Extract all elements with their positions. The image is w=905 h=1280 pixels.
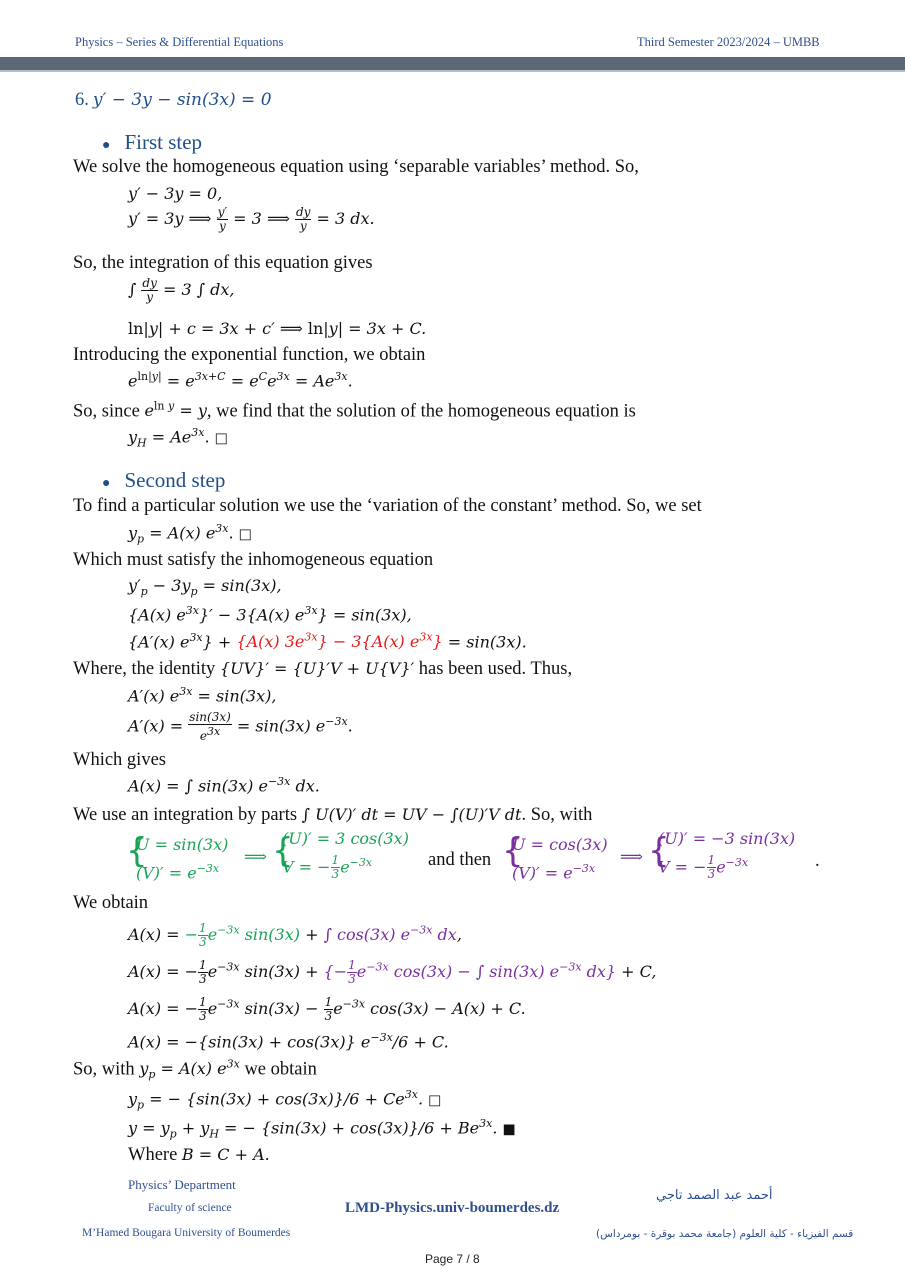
a-prime-eq-1: A′(x) $e^{3x} = \sin(3x)$, [128, 685, 277, 706]
second-step-heading [102, 468, 225, 493]
integration-text: So, the integration of this equation gives [73, 253, 373, 273]
gives-text: Which gives [73, 750, 166, 770]
homog-eq: y′ − 3y = 0, [128, 184, 223, 203]
ansatz-eq: $y_p = A(x)$ $e^{3x}$. □ [128, 522, 252, 546]
parts-line: We use an integration by parts ∫ U(V)′ dt = UV − ∫(U)′V dt. So, with [73, 805, 593, 825]
so-with-prefix: So, with [73, 1059, 135, 1080]
first-step-intro: We solve the homogeneous equation using ‘separable variables’ method. So, [73, 157, 639, 177]
problem-heading [75, 90, 272, 111]
header-right: Third Semester 2023/2024 – UMBB [637, 35, 820, 49]
footer-university: M’Hamed Bougara University of Boumerdes [82, 1227, 291, 1239]
inhomog-eq-2: {A(x) $e^{3x}\}' - 3\{A(x) e^{3x}\} = \sin(3x)$, [128, 604, 412, 625]
inhomog-eq-1: $y'_p - 3y_p = \sin(3x)$, [128, 576, 282, 599]
first-step-heading [102, 130, 202, 155]
satisfy-text: Which must satisfy the inhomogeneous equation [73, 550, 434, 570]
identity-suffix: has been used. Thus, [418, 659, 573, 679]
footer-website[interactable]: LMD-Physics.univ-boumerdes.dz [345, 1200, 560, 1216]
since-suffix: , we find that the solution of the homogeneous equation is [206, 401, 636, 422]
inhomog-eq-3: {A′(x) $e^{3x}\} + \{A(x) 3e^{3x}\} - 3\{A(x) e^{3x}\} = \sin(3x)$. [128, 631, 527, 652]
exp-text: Introducing the exponential function, we obtain [73, 345, 426, 365]
parts-suffix: . So, with [521, 805, 593, 825]
problem-number: 6. [75, 90, 89, 110]
exp-eq: $e^{ln|y|} = e^{3x+C} = e^Ce^{3x} = Ae^{3x}$. [128, 370, 353, 391]
footer-faculty: Faculty of science [148, 1202, 232, 1214]
integral-eq: ∫ $\frac{dy}{y}$ = 3 ∫ dx, [128, 276, 235, 304]
since-line: So, since $e^{ln y} = y$, we find that the solution of the homogeneous equation is [73, 400, 636, 422]
identity-line: Where, the identity {UV}′ = {U}′V + U{V}′ has been used. Thus, [73, 659, 573, 679]
second-step-title: Second step [124, 468, 226, 492]
footer-arabic-name: أحمد عبد الصمد تاجي [656, 1188, 773, 1203]
a-eq-3: A(x) = − $\frac{1}{3}$ $e^{-3x}$ sin(3x) − $\frac{1}{3}$ $e^{-3x}$ cos(3x) − A(x) + C. [128, 995, 526, 1023]
parts-prefix: We use an integration by parts [73, 805, 298, 825]
end-box-icon: □ [214, 430, 228, 447]
qed-icon: ■ [502, 1121, 516, 1138]
footer-arabic-affiliation: قسم الفيزياء - كلية العلوم (جامعة محمد بوقرة - بومرداس) [596, 1228, 854, 1240]
obtain-text: We obtain [73, 893, 149, 913]
period-mark: . [815, 851, 820, 871]
page-number: Page 7 / 8 [425, 1252, 480, 1266]
so-with-line: So, with $y_p = A(x)$ $e^{3x}$ we obtain [73, 1058, 317, 1082]
where-line: Where B = C + A. [128, 1145, 270, 1165]
separation-eq: y′ = 3y ⟹ $\frac{y'}{y}$ = 3 ⟹ $\frac{dy}{y}$ = 3 dx. [128, 205, 375, 233]
second-step-intro: To find a particular solution we use the ‘variation of the constant’ method. So, we set [73, 496, 702, 516]
problem-equation: y′ − 3y − sin(3x) = 0 [92, 90, 272, 110]
a-integral-eq: A(x) = ∫ sin(3x) $e^{-3x}$ dx. [128, 775, 320, 796]
where-prefix: Where [128, 1145, 178, 1165]
identity-prefix: Where, the identity [73, 659, 216, 679]
end-box-icon: □ [428, 1092, 442, 1109]
a-eq-1: A(x) = − $\frac{1}{3}$ $e^{-3x}$ sin(3x) + ∫ cos(3x) $e^{-3x}$ dx, [128, 921, 462, 949]
a-prime-eq-2: A′(x) = $\frac{\sin(3x)}{e^{3x}}$ = sin(3x) $e^{-3x}$. [128, 710, 353, 743]
homog-solution: $y_H = Ae^{3x}$. □ [128, 426, 228, 450]
footer-department: Physics’ Department [128, 1177, 236, 1192]
so-with-suffix: we obtain [244, 1059, 317, 1080]
particular-solution: $y_p$ = − $\{\sin(3x) + \cos(3x)\}/6 + Ce^{3x}$. □ [128, 1088, 442, 1112]
header-rule-light [0, 70, 905, 72]
a-eq-4: A(x) = −{sin(3x) + cos(3x)} $e^{-3x}/6 + C$. [128, 1031, 449, 1052]
first-step-title: First step [124, 130, 203, 154]
a-eq-2: A(x) = − $\frac{1}{3}$ $e^{-3x}$ sin(3x) + {− $\frac{1}{3}$ $e^{-3x}$ cos(3x) − ∫ sin(3x) $e^{-3x}$ dx} + C, [128, 958, 657, 986]
since-prefix: So, since [73, 401, 140, 422]
bullet-icon: ● [102, 138, 111, 153]
bullet-icon: ● [102, 476, 111, 491]
header-left: Physics – Series & Differential Equations [75, 35, 284, 49]
header-rule [0, 57, 905, 70]
and-then-text: and then [428, 850, 492, 870]
general-solution: $y = y_p + y_H$ = − $\{\sin(3x) + \cos(3x)\}/6 + Be^{3x}$. ■ [128, 1117, 516, 1141]
end-box-icon: □ [238, 526, 252, 543]
log-eq: ln|y| + c = 3x + c′ ⟹ ln|y| = 3x + C. [128, 319, 427, 338]
